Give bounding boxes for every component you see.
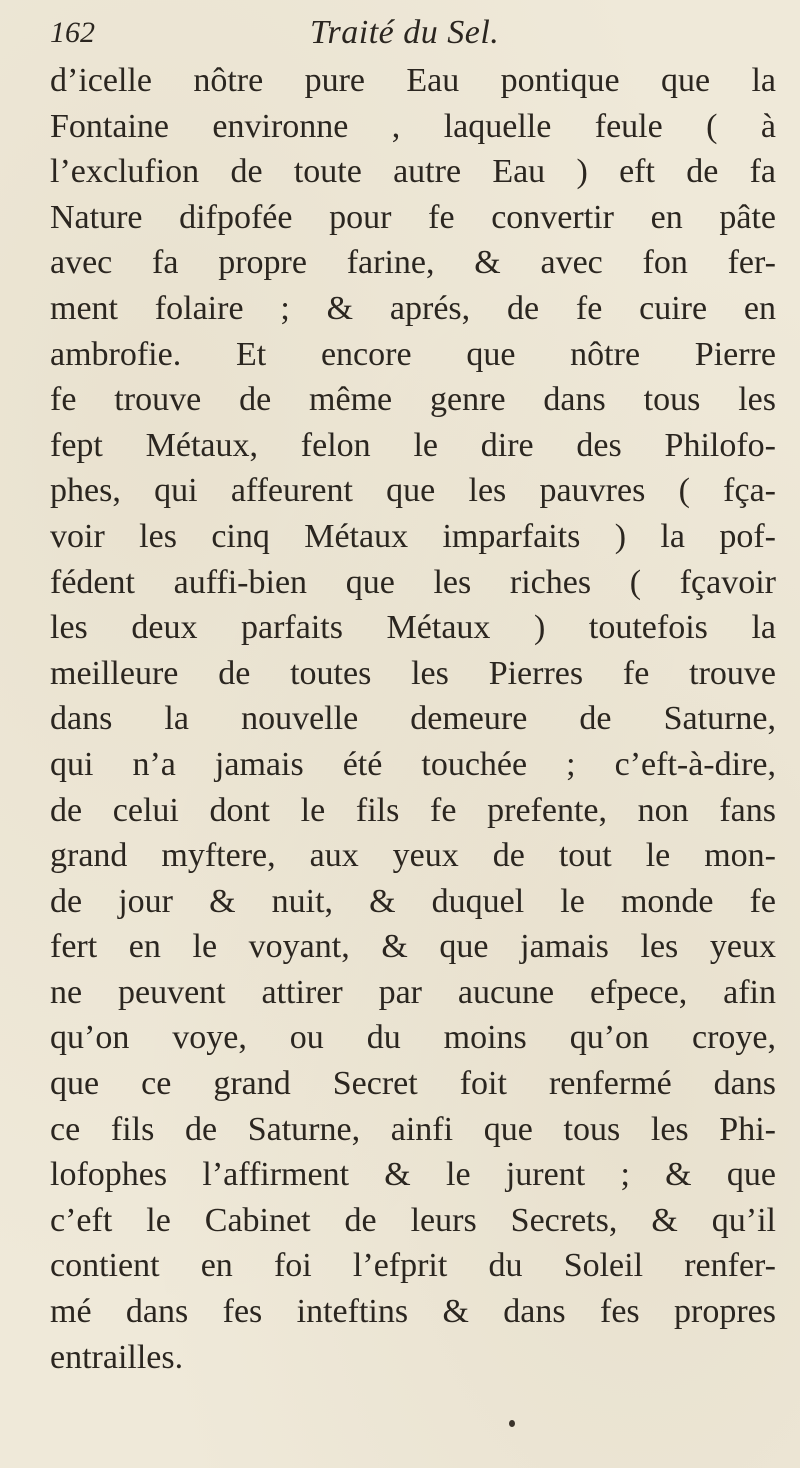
text-line: dans la nouvelle demeure de Saturne, [50, 700, 776, 738]
text-line: voir les cinq Métaux imparfaits ) la pof- [50, 517, 776, 555]
text-line: de jour & nuit, & duquel le monde fe [50, 882, 776, 920]
text-line: mé dans fes inteftins & dans fes propres [50, 1293, 776, 1331]
text-line: l’exclufion de toute autre Eau ) eft de fa [50, 153, 776, 191]
text-line: meilleure de toutes les Pierres fe trouve [50, 654, 776, 692]
text-line: ce fils de Saturne, ainfi que tous les Phi- [50, 1110, 776, 1148]
text-line: que ce grand Secret foit renfermé dans [50, 1065, 776, 1103]
text-line: Fontaine environne , laquelle feule ( à [50, 107, 776, 145]
text-line: de celui dont le fils fe prefente, non fans [50, 791, 776, 829]
text-line: contient en foi l’efprit du Soleil renfer- [50, 1247, 776, 1285]
text-line: grand myftere, aux yeux de tout le mon- [50, 837, 776, 875]
text-line: ambrofie. Et encore que nôtre Pierre [50, 335, 776, 373]
text-line: avec fa propre farine, & avec fon fer- [50, 244, 776, 282]
text-line: phes, qui affeurent que les pauvres ( fça- [50, 472, 776, 510]
ink-speck [509, 1420, 515, 1427]
text-line: c’eft le Cabinet de leurs Secrets, & qu’il [50, 1201, 776, 1239]
text-line: lofophes l’affirment & le jurent ; & que [50, 1156, 776, 1194]
page-header [50, 10, 770, 56]
text-line: entrailles. [50, 1338, 184, 1376]
text-line: Nature difpofée pour fe convertir en pâte [50, 198, 776, 236]
body-text [50, 58, 776, 1380]
text-line: fédent auffi-bien que les riches ( fçavoir [50, 563, 776, 601]
text-line: fert en le voyant, & que jamais les yeux [50, 928, 776, 966]
running-title: Traité du Sel. [310, 14, 500, 51]
page-number: 162 [50, 16, 95, 49]
text-line: fept Métaux, felon le dire des Philofo- [50, 426, 776, 464]
text-line: les deux parfaits Métaux ) toutefois la [50, 609, 776, 647]
text-line: ne peuvent attirer par aucune efpece, afin [50, 973, 776, 1011]
text-line: ment folaire ; & aprés, de fe cuire en [50, 289, 776, 327]
text-line: qui n’a jamais été touchée ; c’eft-à-dire, [50, 745, 776, 783]
text-line: qu’on voye, ou du moins qu’on croye, [50, 1019, 776, 1057]
text-line: fe trouve de même genre dans tous les [50, 381, 776, 419]
text-line: d’icelle nôtre pure Eau pontique que la [50, 62, 776, 99]
